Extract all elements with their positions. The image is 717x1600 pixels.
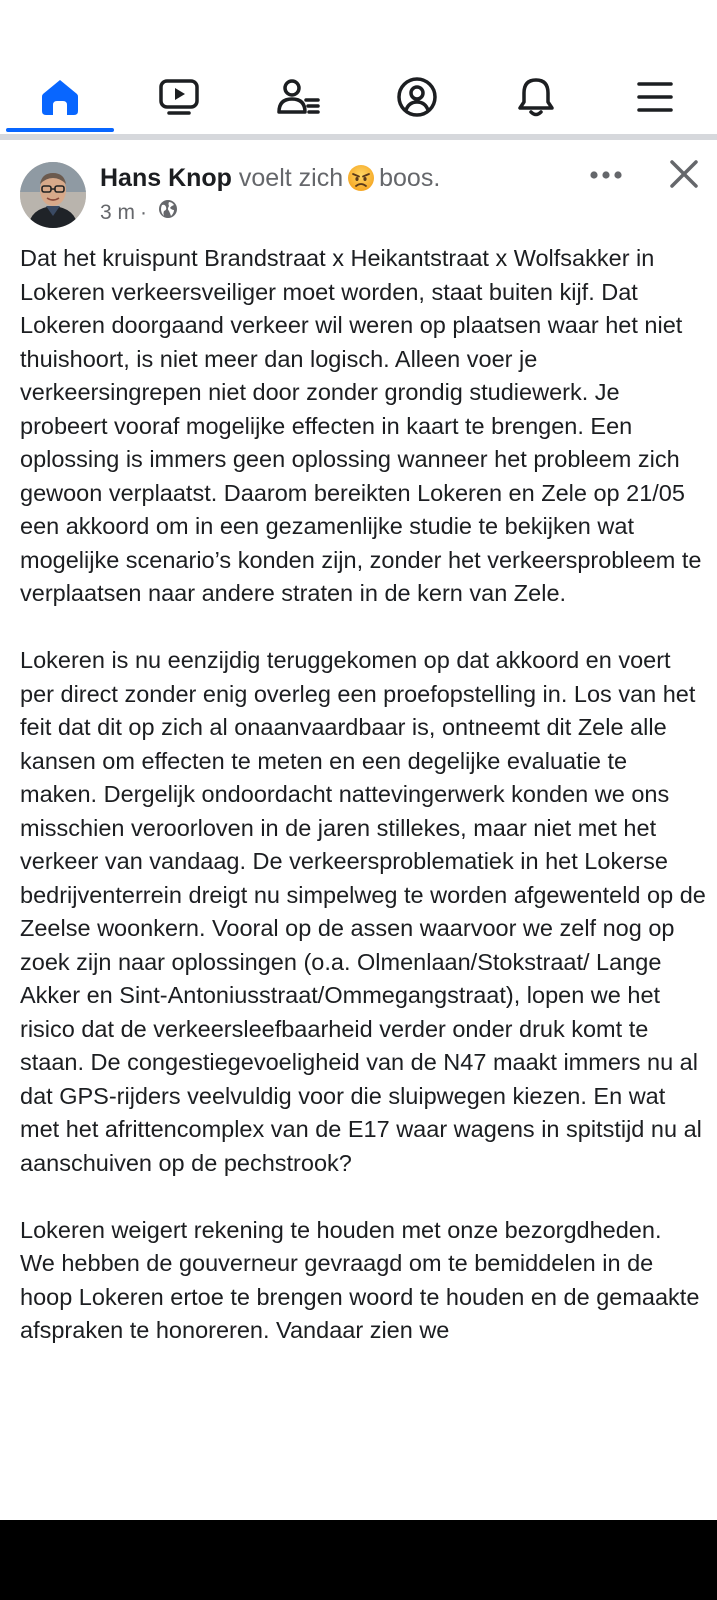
more-icon bbox=[589, 170, 623, 180]
top-navigation bbox=[0, 62, 717, 132]
avatar[interactable] bbox=[20, 162, 86, 228]
more-options-button[interactable] bbox=[584, 158, 628, 192]
home-icon bbox=[40, 77, 80, 117]
tab-friends[interactable] bbox=[238, 62, 357, 132]
menu-icon bbox=[635, 79, 675, 115]
author-name[interactable]: Hans Knop bbox=[100, 164, 232, 192]
bell-icon bbox=[516, 76, 556, 118]
feeling-prefix: voelt zich bbox=[238, 164, 344, 192]
post-meta bbox=[100, 198, 178, 228]
paragraph-gap bbox=[20, 611, 710, 645]
timestamp[interactable]: 3 m bbox=[100, 201, 136, 224]
paragraph-gap bbox=[20, 1180, 710, 1214]
status-bar-area bbox=[0, 0, 717, 60]
system-navigation-bar bbox=[0, 1520, 717, 1600]
post-paragraph: Dat het kruispunt Brandstraat x Heikantstraat x Wolfsakker in Lokeren verkeersveiliger moet worden, staat buiten kijf. Dat Lokeren doorgaand verkeer wil weren op plaatsen waar het niet thuishoort, is niet meer dan logisch. Alleen voer je verkeersingrepen niet door zonder grondig studiewerk. Je probeert vooraf mogelijke effecten in kaart te brengen. Een oplossing is immers geen oplossing wanneer het probleem zich gewoon verplaatst. Daarom bereikten Lokeren en Zele op 21/05 een akkoord om in een gezamenlijke studie te bekijken wat mogelijke scenario’s konden zijn, zonder het verkeersprobleem te verplaatsen naar andere straten in de kern van Zele. bbox=[20, 245, 702, 606]
profile-icon bbox=[396, 76, 438, 118]
tab-profile[interactable] bbox=[357, 62, 476, 132]
tab-video[interactable] bbox=[119, 62, 238, 132]
post bbox=[0, 140, 717, 1520]
post-paragraph: Lokeren is nu eenzijdig teruggekomen op dat akkoord en voert per direct zonder enig overleg een proefopstelling in. Los van het feit dat dit op zich al onaanvaardbaar is, ontneemt dit Zele alle kansen om effecten te meten en een degelijke evaluatie te maken. Dergelijk ondoordacht nattevingerwerk konden we ons misschien veroorloven in de jaren stillekes, maar niet met het verkeer van vandaag. De verkeersproblematiek in het Lokerse bedrijventerrein dreigt nu simpelweg te worden afgewenteld op de Zeelse woonkern. Vooral op de assen waarvoor we zelf nog op zoek zijn naar oplossingen (o.a. Olmenlaan/Stokstraat/ Lange Akker en Sint-Antoniusstraat/Ommegangstraat), lopen we het risico dat de verkeersleefbaarheid verder onder druk komt te staan. De congestiegevoeligheid van de N47 maakt immers nu al dat GPS-rijders veelvuldig voor die sluipwegen kiezen. En wat met het afrittencomplex van de E17 waar wagens in spitstijd nu al aanschuiven op de pechstrook? bbox=[20, 647, 706, 1176]
angry-face-icon bbox=[347, 164, 375, 200]
post-text bbox=[20, 242, 710, 1348]
close-button[interactable] bbox=[664, 154, 704, 194]
post-paragraph: Lokeren weigert rekening te houden met onze bezorgdheden. We hebben de gouverneur gevraagd om te bemiddelen in de hoop Lokeren ertoe te brengen woord te houden en de gemaakte afspraken te honoreren. Vandaar zien we bbox=[20, 1216, 700, 1343]
video-icon bbox=[158, 77, 200, 117]
tab-menu[interactable] bbox=[595, 62, 714, 132]
meta-separator: · bbox=[140, 201, 148, 224]
globe-icon[interactable] bbox=[158, 198, 178, 228]
close-icon bbox=[669, 159, 699, 189]
friends-icon bbox=[276, 77, 320, 117]
avatar-image bbox=[20, 162, 86, 228]
post-header-title bbox=[100, 162, 440, 200]
feeling-word: boos. bbox=[379, 164, 441, 192]
tab-home[interactable] bbox=[0, 62, 119, 132]
tab-notifications[interactable] bbox=[476, 62, 595, 132]
active-tab-indicator bbox=[6, 128, 114, 132]
